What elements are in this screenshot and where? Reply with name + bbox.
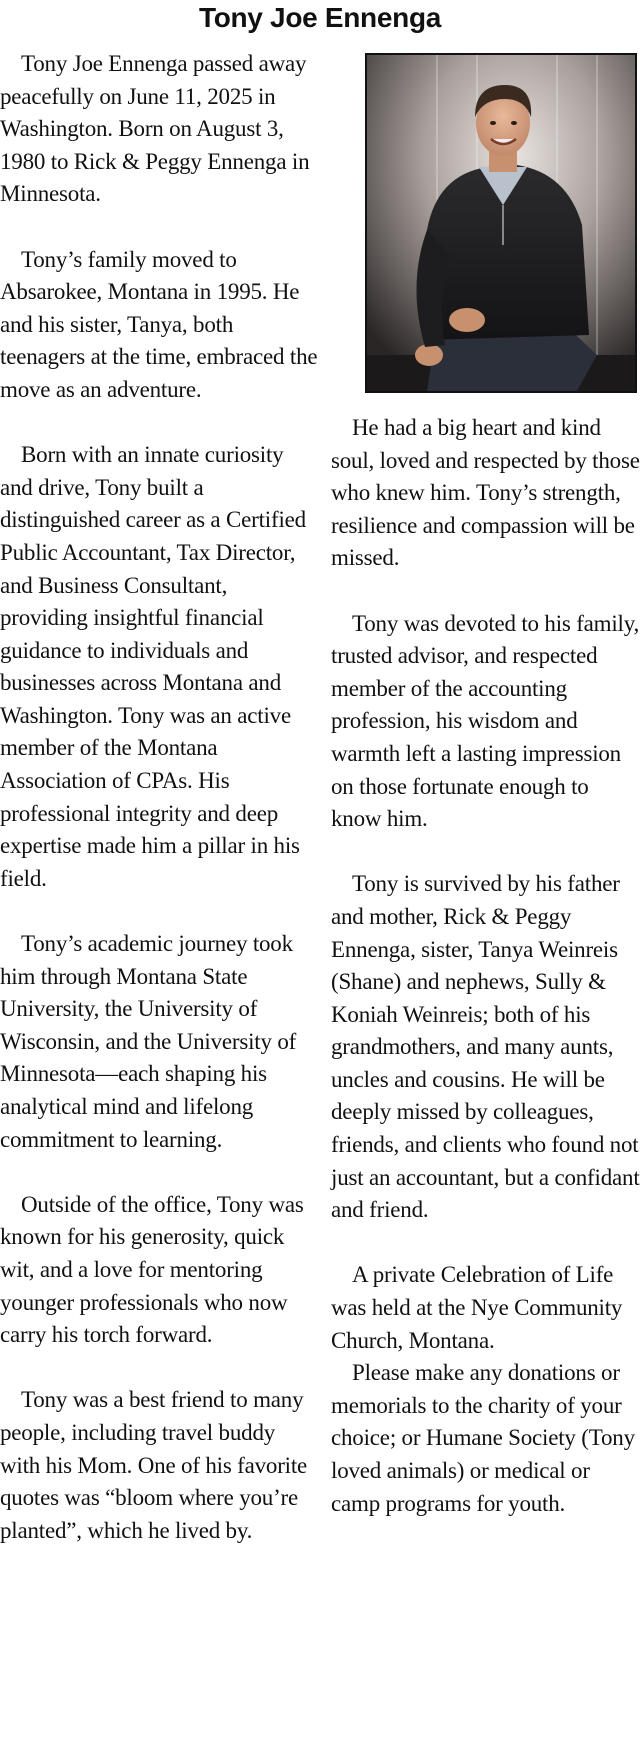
obituary-title: Tony Joe Ennenga <box>198 2 442 33</box>
paragraph-passing: Tony Joe Ennenga passed away peacefully on June 11, 2025 in Washington. Born on August 3, 1980 to Rick & Peggy Ennenga in Minnesota. <box>0 51 310 207</box>
paragraph-devoted: Tony was devoted to his family, trusted advisor, and respected member of the accounting profession, his wisdom and warmth left a lasting impression on those fortunate enough to know him. <box>331 610 640 832</box>
left-text-column <box>0 48 318 1547</box>
paragraph-best-friend: Tony was a best friend to many people, including travel buddy with his Mom. One of his favorite quotes was “bloom where you’re planted”, which he lived by. <box>0 1387 308 1543</box>
paragraph-outside-office: Outside of the office, Tony was known for his generosity, quick wit, and a love for mentoring younger professionals who now carry his torch forward. <box>0 1191 304 1348</box>
paragraph-celebration: A private Celebration of Life was held at the Nye Community Church, Montana. <box>331 1262 623 1353</box>
right-text-column <box>331 412 640 1520</box>
paragraph-donations: Please make any donations or memorials to the charity of your choice; or Humane Society (Tony loved animals) or medical or camp programs for youth. <box>331 1360 635 1516</box>
paragraph-education: Tony’s academic journey took him through Montana State University, the University of Wisconsin, and the University of Minnesota—each shaping his analytical mind and lifelong commitment to learning. <box>0 931 297 1152</box>
paragraph-big-heart: He had a big heart and kind soul, loved and respected by those who knew him. Tony’s strength, resilience and compassion will be missed. <box>331 415 640 571</box>
paragraph-survived-by: Tony is survived by his father and mother, Rick & Peggy Ennenga, sister, Tanya Weinreis (Shane) and nephews, Sully & Koniah Weinreis; both of his grandmothers, and many aunts, uncles and cousins. He will be deeply missed by colleagues, friends, and clients who found not just an accountant, but a confidant and friend. <box>331 871 640 1223</box>
paragraph-career: Born with an innate curiosity and drive, Tony built a distinguished career as a Certified Public Accountant, Tax Director, and Business Consultant, providing insightful financial guidance to individuals and businesses across Montana and Washington. Tony was an active member of the Montana Association of CPAs. His professional integrity and deep expertise made him a pillar in his field. <box>0 442 306 891</box>
paragraph-family-move: Tony’s family moved to Absarokee, Montana in 1995. He and his sister, Tanya, both teenagers at the time, embraced the move as an adventure. <box>0 246 318 402</box>
portrait-photo <box>365 53 637 393</box>
